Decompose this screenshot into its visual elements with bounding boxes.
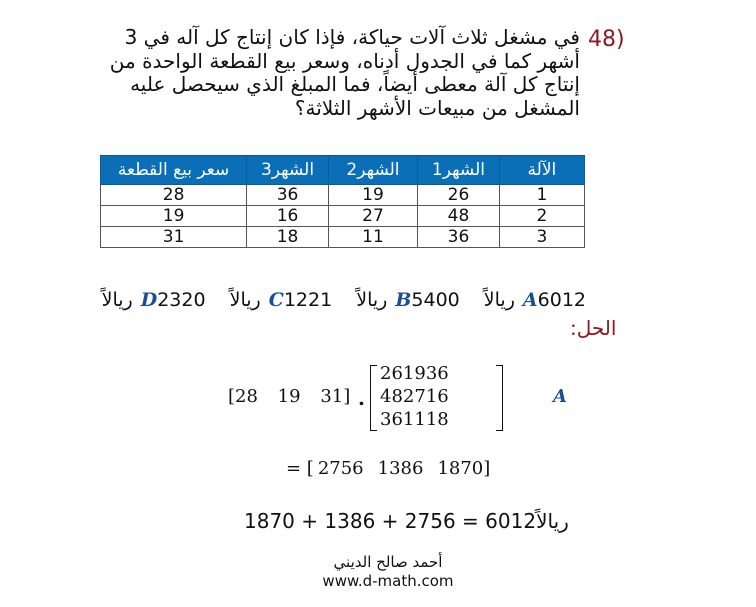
matrix-entry: 26 [380,363,403,384]
header-machine: الآلة [499,156,584,185]
table-row [101,185,585,206]
final-sum: ريالاً6012 = 2756 + 1386 + 1870 [244,509,569,533]
matrix-entry: 19 [402,363,426,384]
table-cell: 19 [328,185,417,206]
bracket-open: [ [228,386,236,407]
choice-text: 5400ريالاً [356,289,460,311]
table-header-row [101,156,585,185]
matrix-entry: 27 [402,386,426,407]
table-cell: 2 [499,206,584,227]
website-link[interactable]: www.d-math.com [322,572,454,590]
table-cell: 48 [418,206,500,227]
matrix-entry: 36 [425,363,449,384]
header-month2: الشهر2 [328,156,417,185]
result-entry: 2756 [317,458,364,479]
matrix-entry: 36 [380,409,403,430]
question-line: في مشغل ثلاث آلات حياكة، فإذا كان إنتاج كل آله في 3 [124,25,580,49]
table-row [101,206,585,227]
choice-b[interactable] [356,289,460,311]
table-cell: 28 [101,185,247,206]
table-cell: 26 [418,185,500,206]
bracket-close: ] [343,386,351,407]
table-cell: 1 [499,185,584,206]
matrix-entry: 16 [425,386,449,407]
price-row-vector [228,386,350,407]
table-cell: 16 [247,206,329,227]
table-cell: 31 [101,227,247,248]
header-price: سعر بيع القطعة [101,156,247,185]
header-month3: الشهر3 [247,156,329,185]
choice-d[interactable] [102,289,206,311]
author-name: أحمد صالح الديني [333,553,443,571]
header-month1: الشهر1 [418,156,500,185]
choice-letter: C [268,289,284,311]
multiply-dot: . [358,386,365,410]
bracket-close: ] [483,458,491,479]
production-table [100,155,585,248]
matrix-entry: 48 [380,386,403,407]
choice-text: 2320ريالاً [101,289,206,311]
table-cell: 19 [101,206,247,227]
matrix-bracket-left [370,365,377,431]
choice-c[interactable] [230,289,333,311]
table-cell: 27 [328,206,417,227]
solution-answer-letter: A [553,386,567,407]
question-number: 48) [588,27,625,52]
table-cell: 3 [499,227,584,248]
choice-letter: B [395,289,412,311]
matrix-entry: 11 [402,409,426,430]
question-line: المشغل من مبيعات الأشهر الثلاثة؟ [294,95,580,120]
result-entry: 1386 [377,458,424,479]
choice-letter: A [522,289,538,311]
vector-entry: 28 [235,386,258,407]
matrix-row [380,408,449,431]
choice-letter: D [140,289,158,311]
table-row [101,227,585,248]
question-line: إنتاج كل آلة معطى أيضاً، فما المبلغ الذي سيحصل عليه [130,72,580,96]
result-entry: 1870 [437,458,484,479]
answer-choices [84,289,586,311]
choice-text: 1221ريالاً [229,289,333,311]
matrix-row [380,385,449,408]
result-vector [286,458,490,479]
table-cell: 36 [418,227,500,248]
vector-entry: 19 [277,386,301,407]
matrix-grid [380,362,449,431]
matrix-entry: 18 [425,409,449,430]
table-cell: 11 [328,227,417,248]
choice-text: 6012ريالاً [483,289,586,311]
solution-label: الحل: [570,316,617,340]
matrix-bracket-right [496,365,503,431]
choice-a[interactable] [484,289,586,311]
matrix-row [380,362,449,385]
table-cell: 18 [247,227,329,248]
question-text [60,26,580,120]
equals-sign: = [ [286,458,314,479]
vector-entry: 31 [320,386,344,407]
question-line: أشهر كما في الجدول أدناه، وسعر بيع القطعة الواحدة من [109,48,580,73]
table-cell: 36 [247,185,329,206]
